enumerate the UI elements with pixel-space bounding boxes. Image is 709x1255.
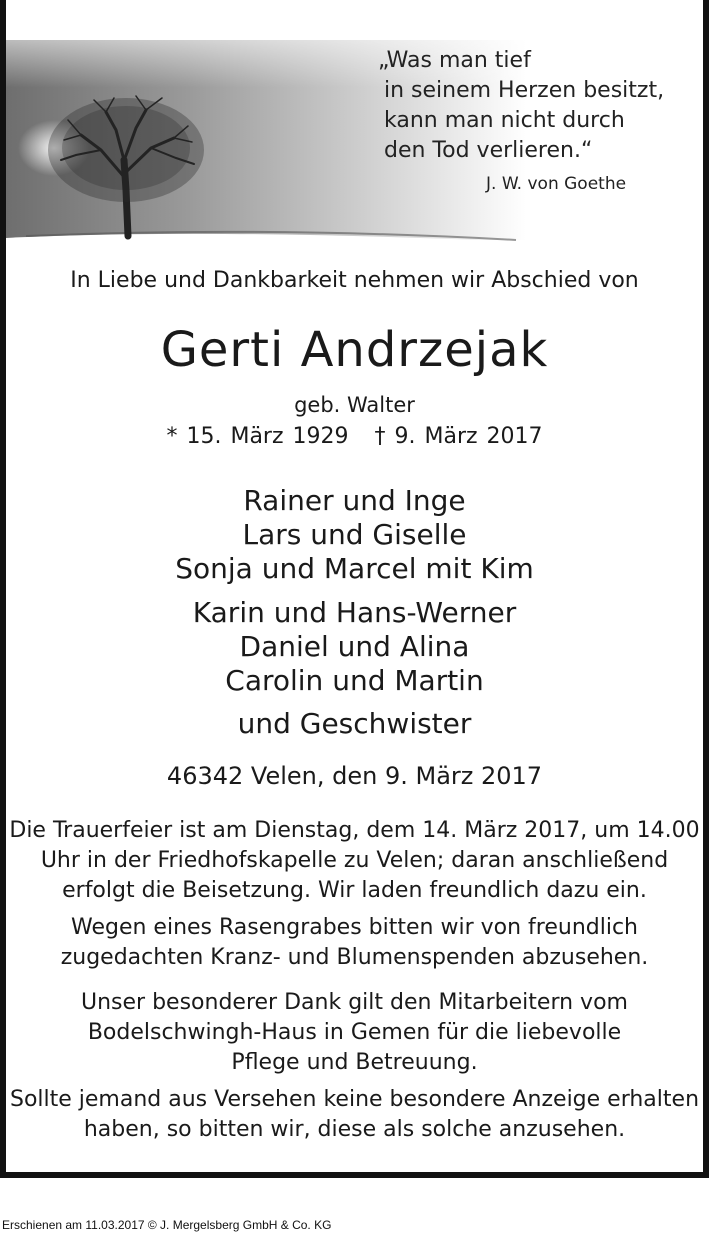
mourner-line: Carolin und Martin [225,664,484,697]
mourner-line: Sonja und Marcel mit Kim [175,552,534,585]
birth-name: geb. Walter [294,393,415,417]
mourner-line: Daniel und Alina [239,630,470,663]
mourner-line: Rainer und Inge [243,484,466,517]
quote-line: „Was man tief [378,48,531,73]
funeral-info-paragraph [6,816,703,906]
mourner-line: Karin und Hans-Werner [192,596,517,629]
life-dates [6,424,703,449]
notice-paragraph [6,1085,703,1145]
quote-author: J. W. von Goethe [486,174,627,194]
quote-line: den Tod verlieren.“ [384,138,593,163]
publication-footer: Erschienen am 11.03.2017 © J. Mergelsberg GmbH & Co. KG [2,1218,332,1232]
paragraph-line: Unser besonderer Dank gilt den Mitarbeitern vom [81,990,628,1015]
paragraph-line: Bodelschwingh-Haus in Gemen für die liebevolle [87,1020,622,1045]
place-date: 46342 Velen, den 9. März 2017 [166,762,543,790]
paragraph-line: Die Trauerfeier ist am Dienstag, dem 14. März 2017, um 14.00 [9,818,700,843]
paragraph-line: zugedachten Kranz- und Blumenspenden abzusehen. [60,945,649,970]
paragraph-line: Sollte jemand aus Versehen keine besondere Anzeige erhalten [9,1087,700,1112]
death-date: † 9. März 2017 [374,424,543,449]
deceased-name: Gerti Andrzejak [160,322,549,378]
quote-line: in seinem Herzen besitzt, [384,78,665,103]
mourners-group [6,484,703,586]
donation-paragraph [6,913,703,973]
thanks-paragraph [6,988,703,1078]
mourners-group [6,596,703,698]
mourner-line: und Geschwister [237,707,472,740]
paragraph-line: haben, so bitten wir, diese als solche anzusehen. [83,1117,626,1142]
paragraph-line: Pflege und Betreuung. [231,1050,478,1075]
goethe-quote [378,46,664,166]
paragraph-line: erfolgt die Beisetzung. Wir laden freundlich dazu ein. [62,878,647,903]
mourners-group [6,707,703,741]
intro-text: In Liebe und Dankbarkeit nehmen wir Abschied von [70,268,639,293]
quote-line: kann man nicht durch [384,108,625,133]
paragraph-line: Uhr in der Friedhofskapelle zu Velen; daran anschließend [40,848,669,873]
paragraph-line: Wegen eines Rasengrabes bitten wir von freundlich [70,915,638,940]
header [6,0,703,250]
mourner-line: Lars und Giselle [242,518,467,551]
birth-date: * 15. März 1929 [166,424,349,449]
